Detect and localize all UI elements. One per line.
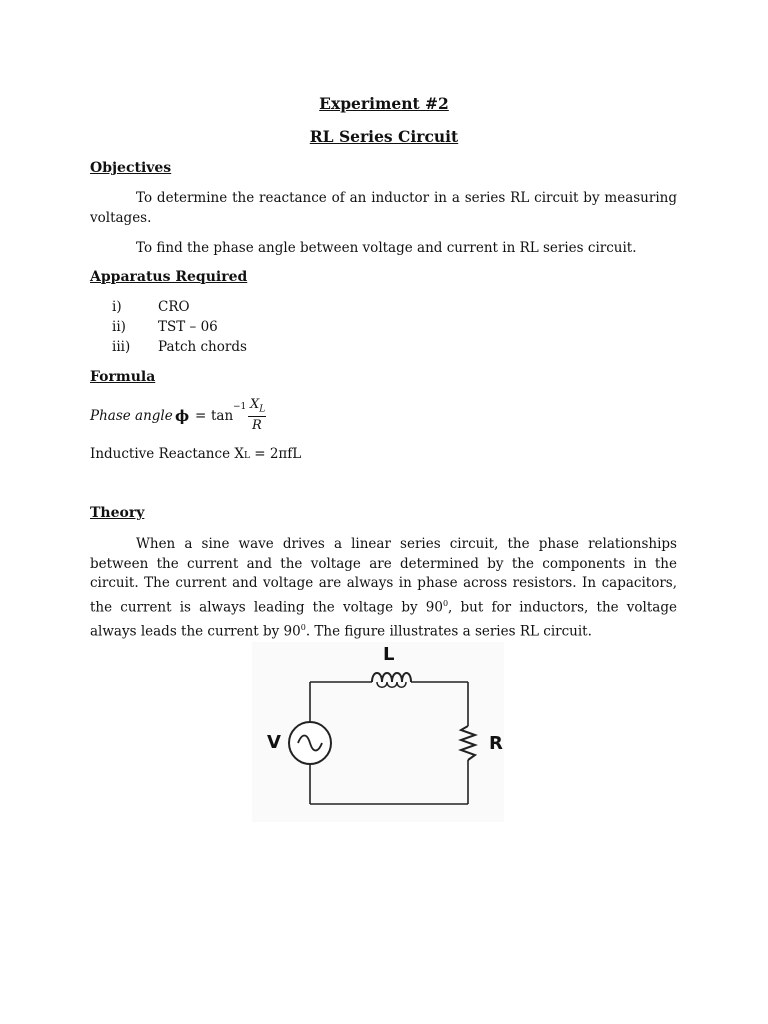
tan-exponent: −1: [233, 402, 247, 412]
page-title: Experiment #2: [319, 94, 449, 113]
objectives-heading: Objectives: [90, 160, 172, 176]
reactance-subscript: L: [243, 451, 250, 461]
objectives-paragraph-2: To find the phase angle between voltage and current in RL series circuit.: [136, 240, 637, 256]
phase-angle-label: Phase angle: [90, 408, 173, 424]
apparatus-item-number: iii): [112, 339, 131, 355]
apparatus-item-text: Patch chords: [158, 339, 247, 355]
tan-function: tan: [211, 408, 234, 424]
reactance-prefix: Inductive Reactance X: [90, 446, 244, 462]
phi-symbol: ϕ: [175, 407, 190, 425]
apparatus-item-number: ii): [112, 319, 126, 335]
fraction-denominator: R: [252, 418, 262, 433]
reactance-suffix: = 2πfL: [249, 446, 302, 462]
fraction-bar: [248, 416, 266, 417]
theory-text-part: . The figure illustrates a series RL circuit.: [305, 623, 592, 640]
theory-text-part: , but for inductors, the voltage always leads the current by 90: [90, 599, 677, 640]
fraction-numerator: [250, 397, 265, 415]
equals-sign: =: [195, 408, 207, 424]
apparatus-item-text: CRO: [158, 299, 190, 315]
apparatus-heading: Apparatus Required: [90, 269, 248, 285]
theory-heading: Theory: [90, 505, 145, 521]
inductor-label: L: [383, 644, 395, 665]
objectives-paragraph-1: To determine the reactance of an inductor in a series RL circuit by measuring voltages.: [90, 190, 677, 226]
page-subtitle: RL Series Circuit: [309, 127, 459, 146]
apparatus-item-number: i): [112, 299, 122, 315]
apparatus-item-text: TST – 06: [158, 319, 218, 335]
numerator-symbol: X: [250, 397, 260, 412]
degree-superscript: 0: [442, 598, 449, 608]
degree-superscript: 0: [300, 622, 306, 632]
theory-paragraph: [90, 535, 677, 642]
rl-circuit-diagram: [252, 642, 504, 822]
formula-heading: Formula: [90, 369, 156, 385]
source-label: V: [267, 732, 281, 753]
numerator-subscript: L: [259, 404, 266, 415]
inductive-reactance-formula: [90, 444, 301, 466]
resistor-label: R: [489, 733, 503, 754]
theory-text-part: When a sine wave drives a linear series circuit, the phase relationships between the current and the voltage are determined by the components in the circuit. The current and voltage are always in phase across resistors. In capacitors, the current is always leading the voltage by 90: [90, 536, 677, 616]
